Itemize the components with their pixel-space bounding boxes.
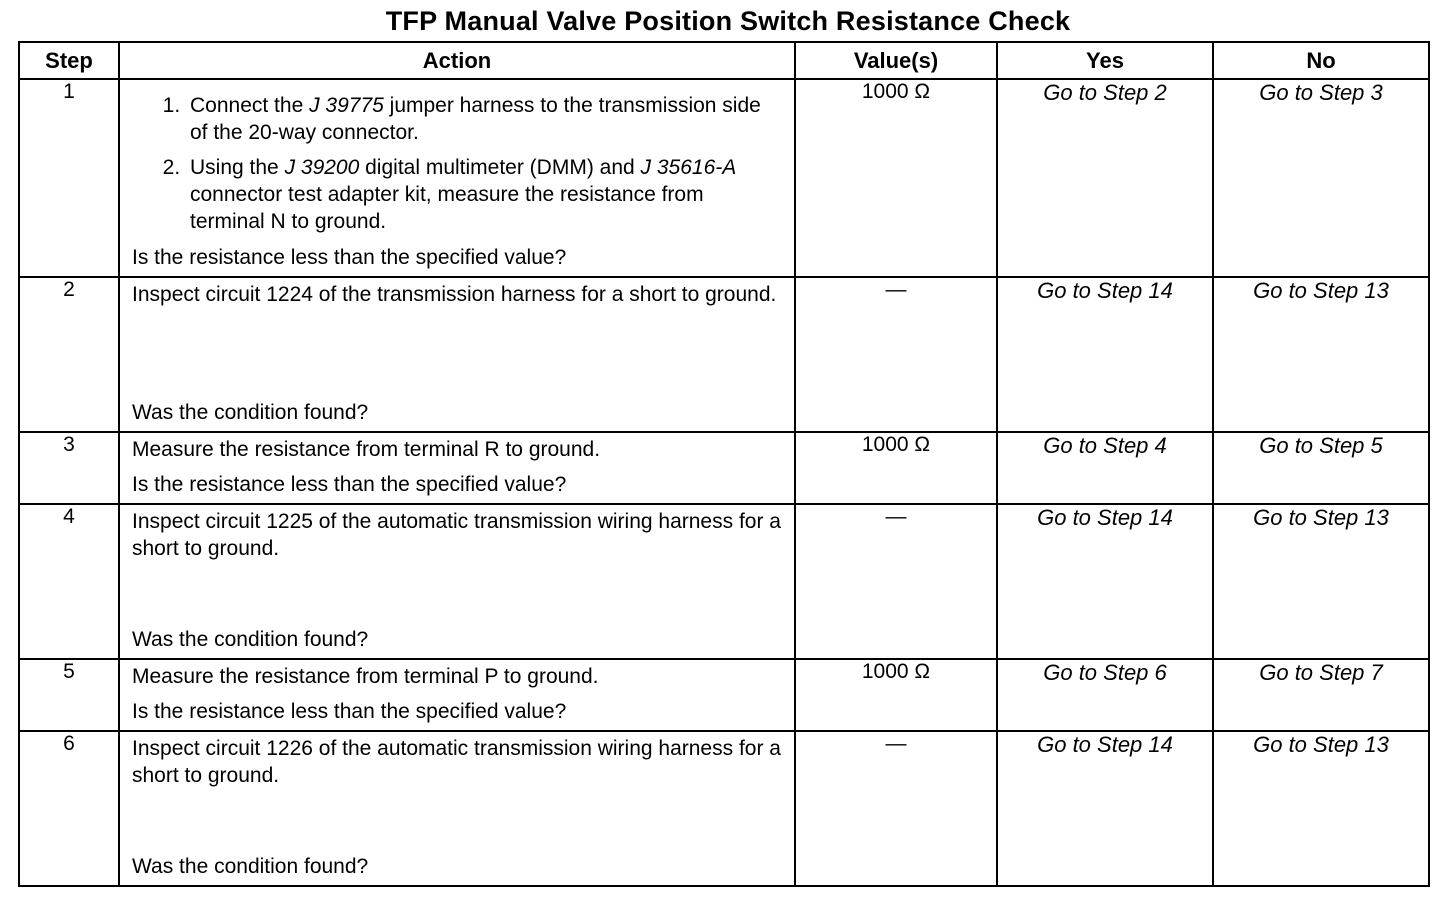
action-description: Measure the resistance from terminal R to ground. [132,438,601,461]
header-action: Action [119,42,795,79]
table-row [19,504,1429,659]
step-number: 4 [63,505,75,528]
action-question: Is the resistance less than the specified value? [132,700,567,723]
yes-cell [997,277,1213,432]
step-cell [19,731,119,886]
yes-cell [997,731,1213,886]
step-cell [19,79,119,277]
table-row [19,79,1429,277]
action-cell [119,731,795,886]
no-cell [1213,659,1429,731]
no-cell [1213,277,1429,432]
yes-link: Go to Step 14 [1037,278,1173,303]
action-cell [119,277,795,432]
yes-cell [997,79,1213,277]
no-cell [1213,731,1429,886]
value-text: — [885,732,907,755]
action-text: digital multimeter (DMM) and [359,156,641,179]
action-cell [119,79,795,277]
step-number: 2 [63,278,75,301]
value-text: — [885,505,907,528]
no-cell [1213,432,1429,504]
header-yes: Yes [997,42,1213,79]
no-link: Go to Step 13 [1253,732,1389,757]
action-question: Was the condition found? [132,401,369,424]
action-steps-list [120,92,794,235]
header-row [19,42,1429,79]
action-text: jumper harness to the transmission side of the 20-way connector. [190,94,761,144]
action-step-item [186,92,784,146]
table-row [19,277,1429,432]
resistance-check-table [18,41,1430,887]
step-cell [19,432,119,504]
tool-number: J 39200 [284,156,360,179]
no-link: Go to Step 3 [1259,80,1383,105]
no-cell [1213,79,1429,277]
yes-link: Go to Step 2 [1043,80,1167,105]
no-link: Go to Step 7 [1259,660,1383,685]
action-question: Is the resistance less than the specified value? [132,246,567,269]
yes-link: Go to Step 14 [1037,732,1173,757]
no-link: Go to Step 5 [1259,433,1383,458]
action-cell [119,659,795,731]
value-cell [795,659,997,731]
action-question: Was the condition found? [132,628,369,651]
yes-link: Go to Step 6 [1043,660,1167,685]
action-description: Inspect circuit 1226 of the automatic transmission wiring harness for a short to ground. [132,737,781,787]
action-description: Inspect circuit 1225 of the automatic transmission wiring harness for a short to ground. [132,510,781,560]
action-text: Connect the [190,94,310,117]
no-link: Go to Step 13 [1253,278,1389,303]
action-cell [119,504,795,659]
yes-cell [997,504,1213,659]
action-description: Measure the resistance from terminal P to ground. [132,665,599,688]
value-cell [795,432,997,504]
header-step: Step [19,42,119,79]
action-step-item [186,154,784,235]
step-number: 6 [63,732,75,755]
value-text: 1000 Ω [861,660,931,683]
step-cell [19,277,119,432]
tool-number: J 39775 [309,94,384,117]
step-number: 5 [63,660,75,683]
no-cell [1213,504,1429,659]
step-cell [19,659,119,731]
step-number: 3 [63,433,75,456]
step-number: 1 [63,80,75,103]
tool-number: J 35616-A [640,156,737,179]
action-text: Using the [190,156,285,179]
value-text: — [885,278,907,301]
step-cell [19,504,119,659]
value-cell [795,277,997,432]
table-row [19,432,1429,504]
header-values: Value(s) [795,42,997,79]
value-cell [795,731,997,886]
action-description: Inspect circuit 1224 of the transmission harness for a short to ground. [132,283,777,306]
yes-link: Go to Step 4 [1043,433,1167,458]
value-cell [795,504,997,659]
yes-cell [997,432,1213,504]
action-question: Was the condition found? [132,855,369,878]
no-link: Go to Step 13 [1253,505,1389,530]
action-question: Is the resistance less than the specified value? [132,473,567,496]
table-row [19,659,1429,731]
value-text: 1000 Ω [861,80,931,103]
page-title: TFP Manual Valve Position Switch Resistance Check [385,6,1071,36]
table-row [19,731,1429,886]
action-text: connector test adapter kit, measure the resistance from terminal N to ground. [190,183,704,233]
yes-link: Go to Step 14 [1037,505,1173,530]
action-cell [119,432,795,504]
value-cell [795,79,997,277]
header-no: No [1213,42,1429,79]
value-text: 1000 Ω [861,433,931,456]
yes-cell [997,659,1213,731]
